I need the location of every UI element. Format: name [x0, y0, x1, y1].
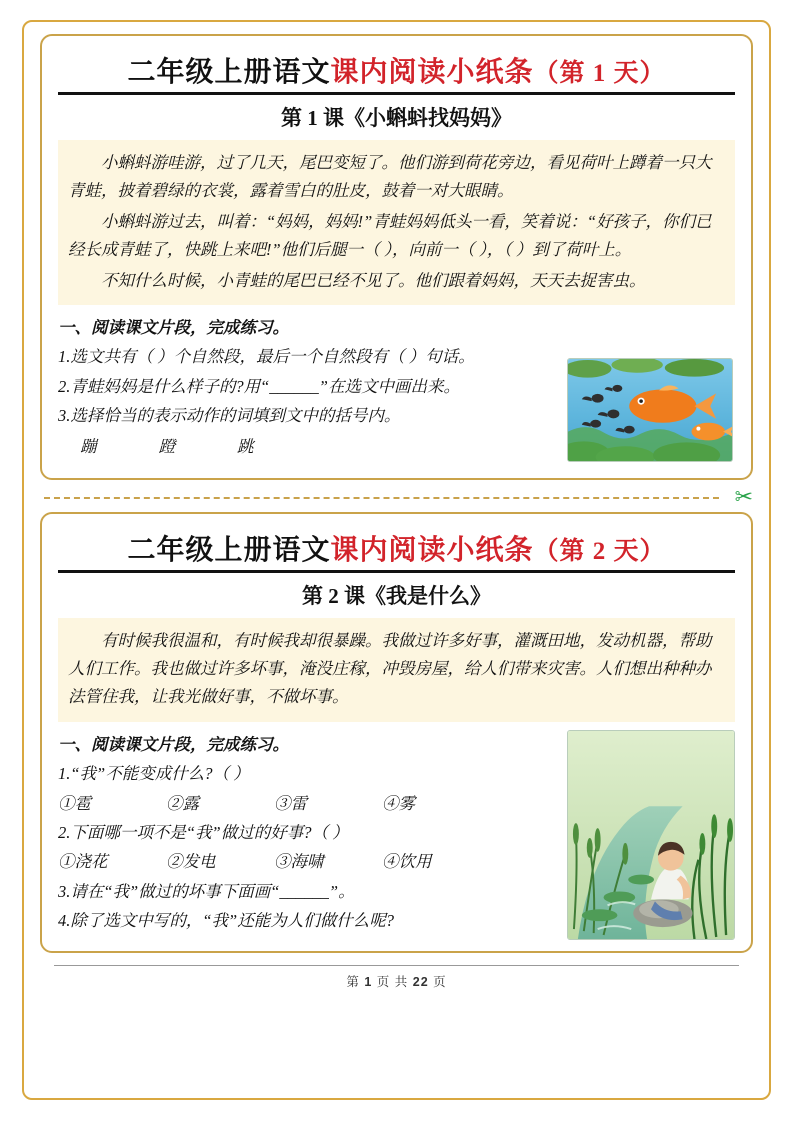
tadpole-illustration-svg	[568, 359, 732, 461]
title-reading-label: 课内阅读	[330, 534, 447, 566]
question-list-day2	[58, 730, 598, 936]
page-footer	[40, 972, 753, 990]
title-day-label: （第 1 天）	[533, 60, 666, 87]
option-item: ②发电	[166, 852, 216, 872]
option-item: ④饮用	[382, 852, 432, 872]
cut-divider	[40, 484, 753, 510]
passage-day1	[58, 140, 735, 305]
question-item: 3.请在“我”做过的坏事下面画“______”。	[58, 881, 355, 901]
action-word: 蹦	[80, 437, 97, 457]
passage-paragraph: 有时候我很温和，有时候我却很暴躁。我做过许多好事，灌溉田地，发动机器，帮助人们工作。我也做过许多坏事，淹没庄稼，冲毁房屋，给人们带来灾害。人们想出种种办法管住我，让我光做好事，不做坏事。	[68, 630, 712, 707]
question-head-day2: 一、阅读课文片段，完成练习。	[58, 734, 289, 754]
footer-prefix: 第	[346, 975, 360, 990]
action-word: 跳	[237, 437, 254, 457]
title-note-label: 小纸条	[446, 534, 534, 566]
passage-paragraph: 小蝌蚪游过去，叫着：“妈妈，妈妈!”青蛙妈妈低头一看，笑着说：“好孩子，你们已经长成青蛙了，快跳上来吧!”他们后腿一（ ），向前一（ ），（ ）到了荷叶上。	[68, 211, 712, 260]
option-row-2	[58, 847, 598, 876]
option-item: ②露	[166, 793, 199, 813]
illustration-stream-child	[567, 730, 735, 940]
title-grade-subject: 二年级上册语文	[127, 57, 331, 88]
worksheet-card-day1	[40, 34, 753, 480]
option-row-1	[58, 789, 598, 818]
option-item: ④雾	[382, 793, 415, 813]
lesson-title-day1: 第 1 课《小蝌蚪找妈妈》	[281, 106, 512, 130]
illustration-tadpoles	[567, 358, 733, 462]
title-grade-subject: 二年级上册语文	[127, 534, 331, 566]
title-day-label: （第 2 天）	[533, 537, 666, 565]
passage-day2	[58, 618, 735, 722]
question-head-day1: 一、阅读课文片段，完成练习。	[58, 317, 289, 337]
action-word: 蹬	[158, 437, 175, 457]
question-item: 3.选择恰当的表示动作的词填到文中的括号内。	[58, 405, 401, 425]
question-item: 1.“我”不能变成什么?（ ）	[58, 764, 250, 784]
lesson-title-day2: 第 2 课《我是什么》	[302, 583, 491, 608]
scissors-icon: ✂	[734, 483, 753, 509]
question-item: 2.青蛙妈妈是什么样子的?用“______”在选文中画出来。	[58, 376, 460, 396]
title-note-label: 小纸条	[446, 57, 534, 88]
option-item: ①浇花	[58, 852, 108, 872]
option-item: ③雷	[274, 793, 307, 813]
option-item: ③海啸	[274, 852, 324, 872]
card-title-day1	[58, 50, 735, 95]
title-reading-label: 课内阅读	[330, 57, 447, 88]
dashed-line	[44, 497, 719, 499]
title-underline	[58, 570, 735, 573]
page-frame	[22, 20, 771, 1100]
stream-illustration-svg	[568, 731, 734, 939]
question-item: 2.下面哪一项不是“我”做过的好事?（ ）	[58, 822, 349, 842]
footer-page-number: 1	[364, 975, 373, 990]
exercise-body-day1	[58, 313, 735, 462]
action-word-row	[58, 432, 618, 461]
footer-rule	[54, 965, 738, 966]
card-box-day1	[40, 34, 753, 480]
footer-suffix: 页	[433, 975, 447, 990]
footer-total-pages: 22	[412, 975, 429, 990]
exercise-body-day2	[58, 730, 735, 936]
title-underline	[58, 92, 735, 95]
option-item: ①雹	[58, 793, 91, 813]
question-item: 4.除了选文中写的，“我”还能为人们做什么呢?	[58, 910, 394, 930]
card-box-day2	[40, 512, 753, 954]
card-title-day2	[58, 528, 735, 573]
worksheet-card-day2	[40, 512, 753, 954]
question-item: 1.选文共有（ ）个自然段，最后一个自然段有（ ）句话。	[58, 347, 475, 367]
question-list-day1	[58, 313, 618, 462]
passage-paragraph: 小蝌蚪游哇游，过了几天，尾巴变短了。他们游到荷花旁边，看见荷叶上蹲着一只大青蛙，披着碧绿的衣裳，露着雪白的肚皮，鼓着一对大眼睛。	[68, 153, 712, 201]
footer-mid: 页 共	[376, 975, 409, 990]
passage-paragraph: 不知什么时候，小青蛙的尾巴已经不见了。他们跟着妈妈，天天去捉害虫。	[101, 270, 646, 290]
